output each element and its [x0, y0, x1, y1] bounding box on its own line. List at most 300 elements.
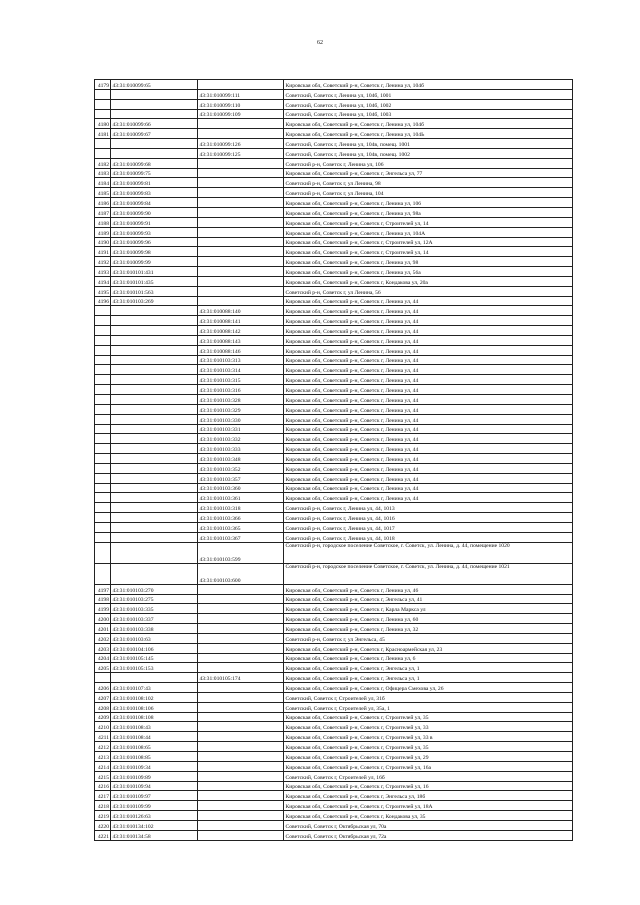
cadastral-number: 43:31:010101:435	[111, 276, 198, 286]
address: Кировская обл, Советский р-н, Советск г, Ленина ул, 44	[284, 385, 573, 395]
table-row	[95, 237, 573, 247]
cadastral-number: 43:31:010109:89	[111, 771, 198, 781]
row-number: 4195	[95, 286, 111, 296]
row-number: 4213	[95, 752, 111, 762]
table-row	[95, 493, 573, 503]
row-number: 4200	[95, 614, 111, 624]
address: Кировская обл, Советский р-н, Советск г, Кондакова ул, 35	[284, 811, 573, 821]
address: Кировская обл, Советский р-н, Советск г, Строителей ул, 14	[284, 217, 573, 227]
sub-cadastral-number: 43:31:010099:110	[198, 99, 284, 109]
sub-cadastral-number: 43:31:010103:316	[198, 385, 284, 395]
sub-cadastral-number: 43:31:010088:142	[198, 326, 284, 336]
table-row	[95, 168, 573, 178]
table-row	[95, 752, 573, 762]
address: Кировская обл, Советский р-н, Советск г, Строителей ул, 33 в	[284, 732, 573, 742]
table-row	[95, 761, 573, 771]
cadastral-number: 43:31:010103:63	[111, 633, 198, 643]
page-number: 62	[317, 40, 323, 46]
table-row	[95, 781, 573, 791]
table-row	[95, 404, 573, 414]
row-number	[95, 375, 111, 385]
row-number: 4212	[95, 742, 111, 752]
cadastral-number	[111, 385, 198, 395]
table-row	[95, 414, 573, 424]
cadastral-number: 43:31:010099:65	[111, 80, 198, 90]
cadastral-number: 43:31:010099:68	[111, 158, 198, 168]
sub-cadastral-number	[198, 614, 284, 624]
cadastral-number: 43:31:010108:65	[111, 742, 198, 752]
address: Кировская обл, Советский р-н, Советск г, Ленина ул, 106	[284, 198, 573, 208]
cadastral-number: 43:31:010103:275	[111, 594, 198, 604]
address: Советский р-н, Советск г, ул Ленина, 98	[284, 178, 573, 188]
row-number: 4205	[95, 663, 111, 673]
address: Советский р-н, Советск г, Ленина ул, 44, 1017	[284, 522, 573, 532]
cadastral-number	[111, 316, 198, 326]
row-number: 4193	[95, 267, 111, 277]
address: Кировская обл, Советский р-н, Советск г, Ленина ул, 104б	[284, 119, 573, 129]
row-number	[95, 335, 111, 345]
row-number	[95, 532, 111, 542]
cadastral-number: 43:31:010104:106	[111, 643, 198, 653]
row-number: 4182	[95, 158, 111, 168]
row-number	[95, 563, 111, 584]
table-row	[95, 178, 573, 188]
row-number: 4186	[95, 198, 111, 208]
address: Советский р-н, Советск г, ул Ленина, 56	[284, 286, 573, 296]
cadastral-number	[111, 434, 198, 444]
row-number	[95, 316, 111, 326]
sub-cadastral-number	[198, 663, 284, 673]
table-row	[95, 375, 573, 385]
cadastral-number: 43:31:010134:58	[111, 830, 198, 840]
cadastral-number: 43:31:010103:338	[111, 624, 198, 634]
sub-cadastral-number: 43:31:010088:141	[198, 316, 284, 326]
cadastral-number: 43:31:010099:96	[111, 237, 198, 247]
cadastral-number	[111, 454, 198, 464]
row-number	[95, 139, 111, 149]
sub-cadastral-number	[198, 267, 284, 277]
row-number	[95, 148, 111, 158]
table-row	[95, 80, 573, 90]
cadastral-number	[111, 414, 198, 424]
sub-cadastral-number	[198, 217, 284, 227]
row-number	[95, 326, 111, 336]
cadastral-number	[111, 139, 198, 149]
cadastral-number: 43:31:010108:108	[111, 712, 198, 722]
address: Кировская обл, Советский р-н, Советск г, Энгельса ул, 1	[284, 673, 573, 683]
address: Советский, Советск г, Октябрьская ул, 70а	[284, 820, 573, 830]
table-row	[95, 791, 573, 801]
sub-cadastral-number	[198, 692, 284, 702]
sub-cadastral-number	[198, 198, 284, 208]
address: Кировская обл, Советский р-н, Советск г, Ленина ул, 44	[284, 473, 573, 483]
cadastral-number: 43:31:010126:63	[111, 811, 198, 821]
cadastral-number	[111, 493, 198, 503]
table-row	[95, 643, 573, 653]
cadastral-number: 43:31:010099:99	[111, 257, 198, 267]
sub-cadastral-number	[198, 584, 284, 594]
sub-cadastral-number: 43:31:010103:330	[198, 414, 284, 424]
sub-cadastral-number	[198, 771, 284, 781]
row-number: 4190	[95, 237, 111, 247]
table-row	[95, 673, 573, 683]
cadastral-number: 43:31:010099:90	[111, 207, 198, 217]
table-row	[95, 712, 573, 722]
row-number: 4220	[95, 820, 111, 830]
table-row	[95, 99, 573, 109]
address: Кировская обл, Советский р-н, Советск г, Ленина ул, 104б	[284, 80, 573, 90]
address: Кировская обл, Советский р-н, Советск г, Ленина ул, 44	[284, 463, 573, 473]
row-number: 4180	[95, 119, 111, 129]
sub-cadastral-number: 43:31:010103:318	[198, 503, 284, 513]
row-number: 4214	[95, 761, 111, 771]
row-number	[95, 365, 111, 375]
row-number: 4219	[95, 811, 111, 821]
address: Кировская обл, Советский р-н, Советск г, Ленина ул, 104А	[284, 227, 573, 237]
address: Советский р-н, Советск г, ул Энгельса, 45	[284, 633, 573, 643]
address: Советский, Советск г, Ленина ул, 104в, помещ. 1002	[284, 148, 573, 158]
sub-cadastral-number: 43:31:010103:313	[198, 355, 284, 365]
address: Кировская обл, Советский р-н, Советск г, Ленина ул, 98а	[284, 207, 573, 217]
table-row	[95, 257, 573, 267]
cadastral-number	[111, 563, 198, 584]
sub-cadastral-number: 43:31:010103:360	[198, 483, 284, 493]
cadastral-number: 43:31:010109:99	[111, 801, 198, 811]
cadastral-number: 43:31:010099:81	[111, 178, 198, 188]
address: Советский, Советск г, Ленина ул, 104в, помещ. 1001	[284, 139, 573, 149]
table-row	[95, 267, 573, 277]
registry-rows	[95, 80, 573, 841]
table-row	[95, 434, 573, 444]
sub-cadastral-number	[198, 276, 284, 286]
row-number: 4197	[95, 584, 111, 594]
table-row	[95, 148, 573, 158]
sub-cadastral-number: 43:31:010103:332	[198, 434, 284, 444]
row-number	[95, 109, 111, 119]
address: Советский, Советск г, Строителей ул, 31б	[284, 692, 573, 702]
sub-cadastral-number	[198, 227, 284, 237]
cadastral-number	[111, 673, 198, 683]
sub-cadastral-number: 43:31:010103:365	[198, 522, 284, 532]
row-number: 4191	[95, 247, 111, 257]
sub-cadastral-number	[198, 237, 284, 247]
sub-cadastral-number: 43:31:010099:126	[198, 139, 284, 149]
address: Кировская обл, Советский р-н, Советск г, Ленина ул, 44	[284, 296, 573, 306]
sub-cadastral-number	[198, 168, 284, 178]
cadastral-number	[111, 404, 198, 414]
sub-cadastral-number	[198, 286, 284, 296]
address: Кировская обл, Советский р-н, Советск г, Ленина ул, 44	[284, 335, 573, 345]
address: Кировская обл, Советский р-н, Советск г, Строителей ул, 33	[284, 722, 573, 732]
sub-cadastral-number: 43:31:010103:331	[198, 424, 284, 434]
row-number	[95, 434, 111, 444]
cadastral-number: 43:31:010099:93	[111, 227, 198, 237]
address: Кировская обл, Советский р-н, Советск г, Ленина ул, 104Ь	[284, 129, 573, 139]
cadastral-number: 43:31:010099:84	[111, 198, 198, 208]
address: Кировская обл, Советский р-н, Советск г, Ленина ул, 44	[284, 404, 573, 414]
table-row	[95, 732, 573, 742]
row-number: 4183	[95, 168, 111, 178]
address: Кировская обл, Советский р-н, Советск г, Энгельса ул, 41	[284, 594, 573, 604]
sub-cadastral-number	[198, 761, 284, 771]
row-number: 4194	[95, 276, 111, 286]
sub-cadastral-number	[198, 702, 284, 712]
sub-cadastral-number: 43:31:010088:146	[198, 345, 284, 355]
address: Кировская обл, Советский р-н, Советск г, Строителей ул, 12А	[284, 237, 573, 247]
cadastral-number: 43:31:010103:335	[111, 604, 198, 614]
row-number: 4202	[95, 633, 111, 643]
row-number: 4211	[95, 732, 111, 742]
row-number	[95, 395, 111, 405]
row-number: 4179	[95, 80, 111, 90]
row-number: 4192	[95, 257, 111, 267]
address: Кировская обл, Советский р-н, Советск г, Офицера Смехова ул, 26	[284, 683, 573, 693]
table-row	[95, 483, 573, 493]
address: Кировская обл, Советский р-н, Советск г, Ленина ул, 44	[284, 316, 573, 326]
row-number	[95, 522, 111, 532]
sub-cadastral-number	[198, 257, 284, 267]
cadastral-number: 43:31:010109:97	[111, 791, 198, 801]
cadastral-number	[111, 345, 198, 355]
table-row	[95, 503, 573, 513]
table-row	[95, 633, 573, 643]
table-row	[95, 463, 573, 473]
sub-cadastral-number: 43:31:010103:352	[198, 463, 284, 473]
sub-cadastral-number: 43:31:010103:357	[198, 473, 284, 483]
cadastral-number: 43:31:010108:106	[111, 702, 198, 712]
row-number	[95, 385, 111, 395]
cadastral-number	[111, 326, 198, 336]
row-number	[95, 673, 111, 683]
row-number: 4209	[95, 712, 111, 722]
row-number: 4204	[95, 653, 111, 663]
sub-cadastral-number	[198, 129, 284, 139]
cadastral-number: 43:31:010108:85	[111, 752, 198, 762]
address: Кировская обл, Советский р-н, Советск г, Ленина ул, 44	[284, 414, 573, 424]
cadastral-number	[111, 513, 198, 523]
table-row	[95, 296, 573, 306]
table-row	[95, 355, 573, 365]
cadastral-number: 43:31:010099:91	[111, 217, 198, 227]
cadastral-number	[111, 444, 198, 454]
table-row	[95, 119, 573, 129]
sub-cadastral-number	[198, 801, 284, 811]
sub-cadastral-number: 43:31:010103:361	[198, 493, 284, 503]
cadastral-number	[111, 473, 198, 483]
address: Кировская обл, Советский р-н, Советск г, Ленина ул, 44	[284, 345, 573, 355]
row-number: 4215	[95, 771, 111, 781]
table-row	[95, 563, 573, 584]
address: Кировская обл, Советский р-н, Советск г, Энгельса ул, 1	[284, 663, 573, 673]
sub-cadastral-number	[198, 188, 284, 198]
table-row	[95, 584, 573, 594]
cadastral-number: 43:31:010105:153	[111, 663, 198, 673]
address: Кировская обл, Советский р-н, Советск г, Ленина ул, 60	[284, 614, 573, 624]
address: Кировская обл, Советский р-н, Советск г, Ленина ул, 44	[284, 375, 573, 385]
table-row	[95, 424, 573, 434]
cadastral-number	[111, 424, 198, 434]
table-row	[95, 188, 573, 198]
row-number: 4216	[95, 781, 111, 791]
table-row	[95, 513, 573, 523]
table-row	[95, 395, 573, 405]
table-row	[95, 139, 573, 149]
address: Советский р-н, городское поселение Советское, г. Советск, ул. Ленина, д. 44, помещение 1020	[284, 542, 573, 563]
table-row	[95, 365, 573, 375]
row-number: 4201	[95, 624, 111, 634]
table-row	[95, 702, 573, 712]
cadastral-number	[111, 532, 198, 542]
sub-cadastral-number	[198, 781, 284, 791]
row-number: 4181	[95, 129, 111, 139]
cadastral-number: 43:31:010108:102	[111, 692, 198, 702]
sub-cadastral-number: 43:31:010103:348	[198, 454, 284, 464]
address: Кировская обл, Советский р-н, Советск г, Строителей ул, 16	[284, 781, 573, 791]
sub-cadastral-number: 43:31:010103:329	[198, 404, 284, 414]
row-number	[95, 454, 111, 464]
cadastral-number	[111, 335, 198, 345]
sub-cadastral-number: 43:31:010088:143	[198, 335, 284, 345]
sub-cadastral-number: 43:31:010103:315	[198, 375, 284, 385]
row-number	[95, 99, 111, 109]
sub-cadastral-number	[198, 296, 284, 306]
address: Кировская обл, Советский р-н, Советск г, Строителей ул, 29	[284, 752, 573, 762]
cadastral-number: 43:31:010109:94	[111, 781, 198, 791]
address: Кировская обл, Советский р-н, Советск г, Ленина ул, 98	[284, 257, 573, 267]
row-number: 4208	[95, 702, 111, 712]
address: Советский, Советск г, Ленина ул, 104б, 1001	[284, 89, 573, 99]
table-row	[95, 692, 573, 702]
table-row	[95, 89, 573, 99]
sub-cadastral-number	[198, 791, 284, 801]
cadastral-number	[111, 522, 198, 532]
sub-cadastral-number	[198, 653, 284, 663]
cadastral-number: 43:31:010101:563	[111, 286, 198, 296]
address: Кировская обл, Советский р-н, Советск г, Ленина ул, 6	[284, 653, 573, 663]
table-row	[95, 742, 573, 752]
sub-cadastral-number	[198, 633, 284, 643]
address: Кировская обл, Советский р-н, Советск г, Ленина ул, 56а	[284, 267, 573, 277]
cadastral-number	[111, 365, 198, 375]
row-number	[95, 542, 111, 563]
sub-cadastral-number	[198, 830, 284, 840]
row-number	[95, 444, 111, 454]
address: Кировская обл, Советский р-н, Советск г, Энгельса ул, 18б	[284, 791, 573, 801]
sub-cadastral-number	[198, 752, 284, 762]
row-number: 4199	[95, 604, 111, 614]
cadastral-number	[111, 375, 198, 385]
table-row	[95, 217, 573, 227]
table-row	[95, 614, 573, 624]
address: Кировская обл, Советский р-н, Советск г, Ленина ул, 44	[284, 454, 573, 464]
table-row	[95, 286, 573, 296]
address: Кировская обл, Советский р-н, Советск г, Строителей ул, 14	[284, 247, 573, 257]
address: Кировская обл, Советский р-н, Советск г, Красноармейская ул, 23	[284, 643, 573, 653]
address: Кировская обл, Советский р-н, Советск г, Ленина ул, 46	[284, 584, 573, 594]
cadastral-number	[111, 306, 198, 316]
cadastral-number	[111, 355, 198, 365]
row-number: 4217	[95, 791, 111, 801]
row-number	[95, 414, 111, 424]
row-number: 4198	[95, 594, 111, 604]
registry-table	[94, 79, 573, 841]
row-number: 4184	[95, 178, 111, 188]
table-row	[95, 653, 573, 663]
sub-cadastral-number: 43:31:010103:328	[198, 395, 284, 405]
address: Советский, Советск г, Ленина ул, 104б, 1002	[284, 99, 573, 109]
table-row	[95, 820, 573, 830]
cadastral-number: 43:31:010099:67	[111, 129, 198, 139]
table-row	[95, 335, 573, 345]
address: Кировская обл, Советский р-н, Советск г, Кондакова ул, 20а	[284, 276, 573, 286]
sub-cadastral-number	[198, 722, 284, 732]
cadastral-number	[111, 483, 198, 493]
address: Советский, Советск г, Строителей ул, 35а, 1	[284, 702, 573, 712]
cadastral-number	[111, 463, 198, 473]
cadastral-number: 43:31:010107:43	[111, 683, 198, 693]
sub-cadastral-number: 43:31:010103:333	[198, 444, 284, 454]
row-number: 4188	[95, 217, 111, 227]
address: Советский р-н, Советск г, Ленина ул, 44, 1016	[284, 513, 573, 523]
address: Советский р-н, Советск г, ул Ленина, 104	[284, 188, 573, 198]
table-row	[95, 771, 573, 781]
sub-cadastral-number: 43:31:010099:109	[198, 109, 284, 119]
row-number	[95, 424, 111, 434]
cadastral-number: 43:31:010099:83	[111, 188, 198, 198]
table-row	[95, 811, 573, 821]
sub-cadastral-number	[198, 178, 284, 188]
sub-cadastral-number: 43:31:010103:600	[198, 563, 284, 584]
row-number	[95, 473, 111, 483]
sub-cadastral-number	[198, 820, 284, 830]
sub-cadastral-number: 43:31:010103:599	[198, 542, 284, 563]
table-row	[95, 198, 573, 208]
cadastral-number: 43:31:010099:75	[111, 168, 198, 178]
row-number: 4218	[95, 801, 111, 811]
address: Кировская обл, Советский р-н, Советск г, Карла Маркса ул	[284, 604, 573, 614]
row-number: 4206	[95, 683, 111, 693]
table-row	[95, 722, 573, 732]
row-number	[95, 483, 111, 493]
table-row	[95, 109, 573, 119]
sub-cadastral-number	[198, 594, 284, 604]
cadastral-number	[111, 395, 198, 405]
sub-cadastral-number	[198, 712, 284, 722]
address: Советский, Советск г, Ленина ул, 104б, 1003	[284, 109, 573, 119]
sub-cadastral-number	[198, 811, 284, 821]
row-number	[95, 503, 111, 513]
address: Советский р-н, Советск г, Ленина ул, 106	[284, 158, 573, 168]
table-row	[95, 594, 573, 604]
table-row	[95, 522, 573, 532]
address: Кировская обл, Советский р-н, Советск г, Ленина ул, 44	[284, 434, 573, 444]
table-row	[95, 326, 573, 336]
cadastral-number: 43:31:010103:337	[111, 614, 198, 624]
cadastral-number: 43:31:010108:43	[111, 722, 198, 732]
table-row	[95, 276, 573, 286]
row-number	[95, 404, 111, 414]
sub-cadastral-number: 43:31:010103:367	[198, 532, 284, 542]
address: Кировская обл, Советский р-н, Советск г, Строителей ул, 35	[284, 712, 573, 722]
sub-cadastral-number	[198, 158, 284, 168]
sub-cadastral-number	[198, 624, 284, 634]
sub-cadastral-number: 43:31:010099:125	[198, 148, 284, 158]
address: Советский, Советск г, Октябрьская ул, 72а	[284, 830, 573, 840]
row-number: 4221	[95, 830, 111, 840]
sub-cadastral-number	[198, 247, 284, 257]
address: Кировская обл, Советский р-н, Советск г, Ленина ул, 32	[284, 624, 573, 634]
sub-cadastral-number: 43:31:010105:174	[198, 673, 284, 683]
